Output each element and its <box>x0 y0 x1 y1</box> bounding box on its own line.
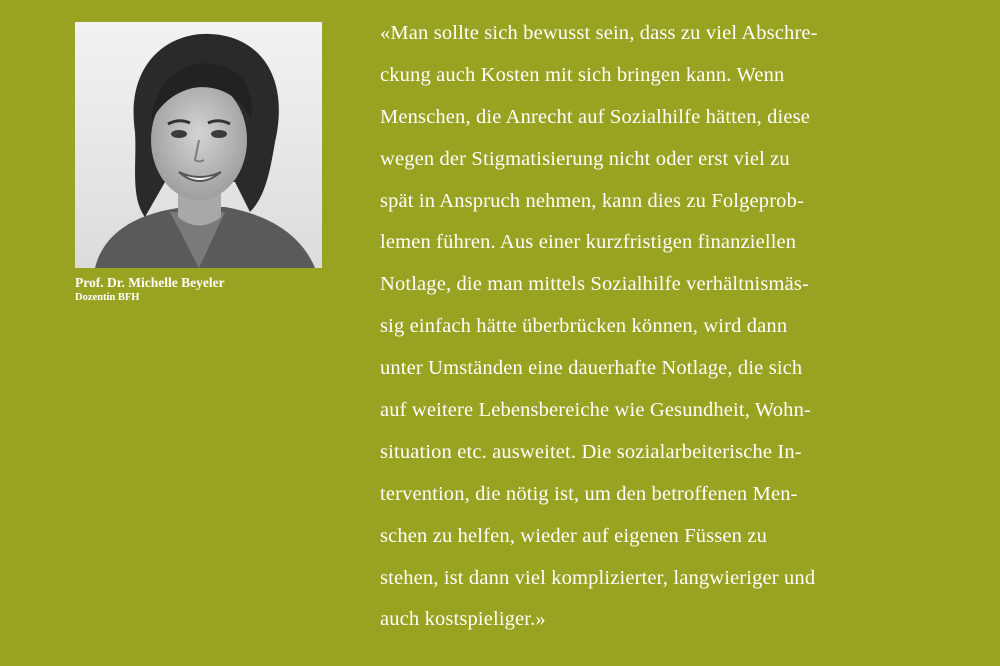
quote-line: schen zu helfen, wieder auf eigenen Füssen zu <box>380 524 767 547</box>
quote-line: ckung auch Kosten mit sich bringen kann. Wenn <box>380 63 785 86</box>
quote-line: Notlage, die man mittels Sozialhilfe verhältnismäs- <box>380 273 809 296</box>
quote-line: situation etc. ausweitet. Die sozialarbeiterische In- <box>380 440 802 463</box>
person-name: Prof. Dr. Michelle Beyeler <box>75 275 225 290</box>
quote-line: sig einfach hätte überbrücken können, wird dann <box>380 315 788 338</box>
quote-line: tervention, die nötig ist, um den betroffenen Men- <box>380 482 798 505</box>
portrait-photo <box>75 22 322 268</box>
portrait-illustration <box>75 22 322 268</box>
quote-line: unter Umständen eine dauerhafte Notlage, die sich <box>380 357 803 380</box>
quote-line: lemen führen. Aus einer kurzfristigen finanziellen <box>380 231 797 254</box>
quote-line: auch kostspieliger.» <box>380 608 546 631</box>
quote-text <box>380 13 990 641</box>
person-role: Dozentin BFH <box>75 292 140 303</box>
portrait-caption <box>75 275 335 304</box>
quote-line: Menschen, die Anrecht auf Sozialhilfe hätten, diese <box>380 105 811 128</box>
quote-line: wegen der Stigmatisierung nicht oder erst viel zu <box>380 147 790 170</box>
quote-line: «Man sollte sich bewusst sein, dass zu viel Abschre- <box>380 22 818 44</box>
quote-line: spät in Anspruch nehmen, kann dies zu Folgeprob- <box>380 189 804 212</box>
quote-line: auf weitere Lebensbereiche wie Gesundheit, Wohn- <box>380 399 811 422</box>
quote-line: stehen, ist dann viel komplizierter, langwieriger und <box>380 566 816 589</box>
